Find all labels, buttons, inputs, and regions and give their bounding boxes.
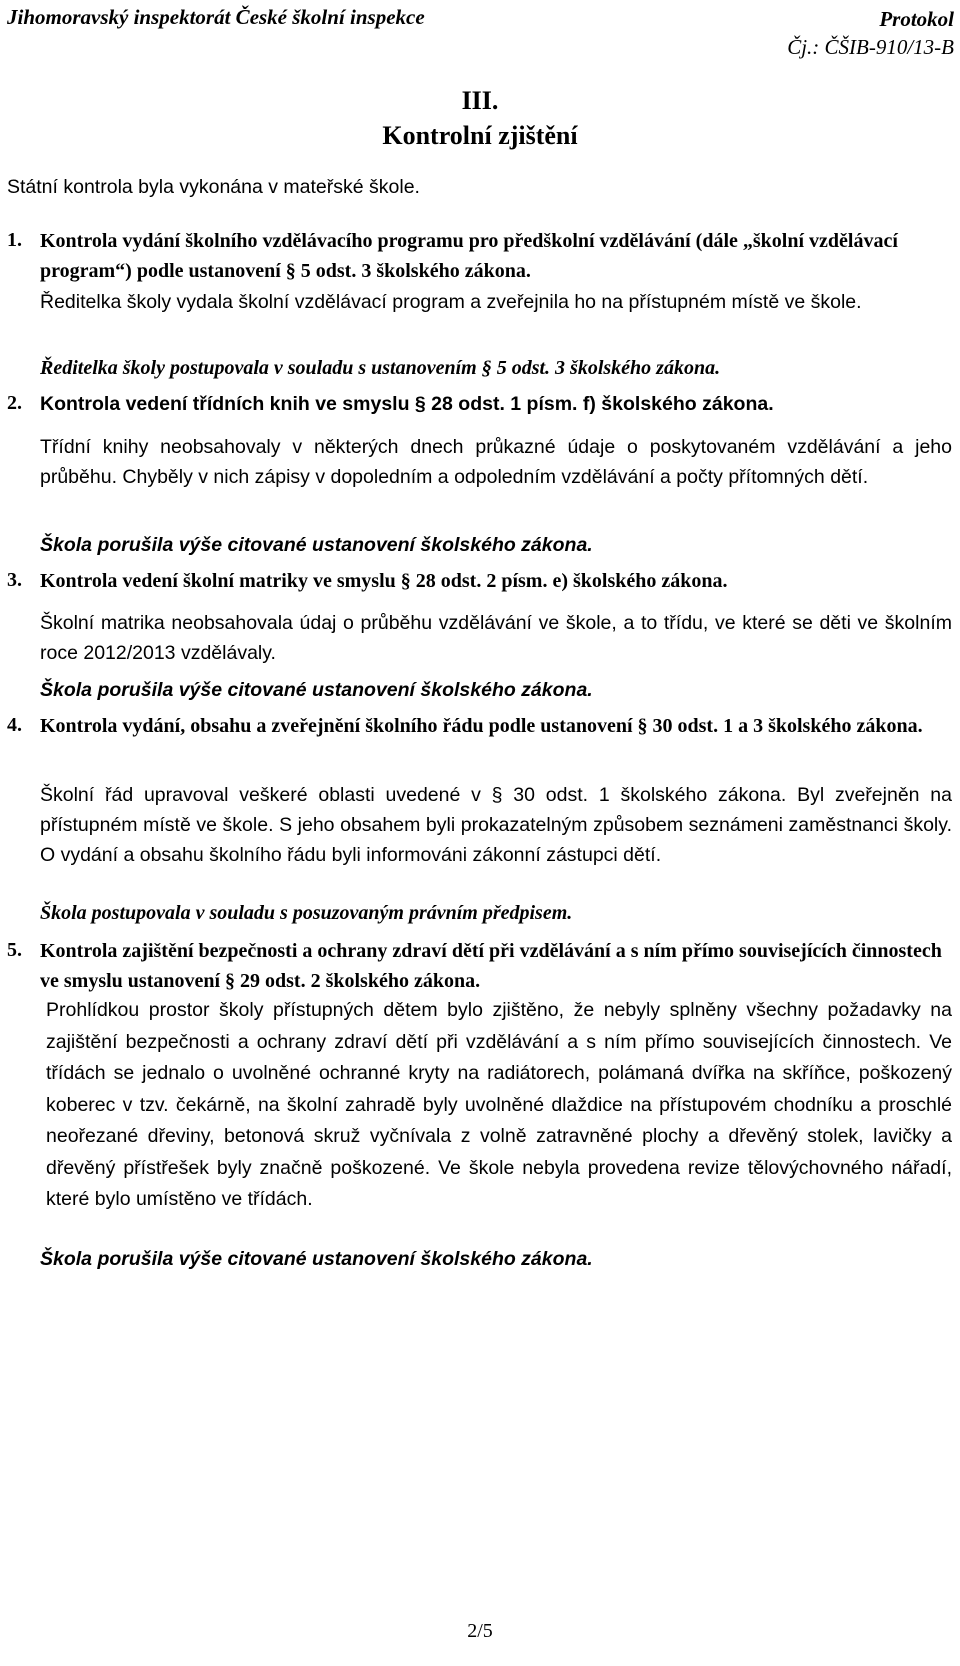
section-heading: Kontrola zajištění bezpečnosti a ochrany zdraví dětí při vzdělávání a s ním přímo souvisejících činnostech ve smyslu ustanovení § 29 odst. 2 školského zákona. xyxy=(40,940,942,992)
section-text: Třídní knihy neobsahovaly v některých dnech průkazné údaje o poskytovaném vzdělávání a jeho průběhu. Chyběly v nich zápisy v dopoledním a odpoledním vzdělávání a počty přítomných dětí. xyxy=(40,436,952,488)
section-conclusion: Ředitelka školy postupovala v souladu s ustanovením § 5 odst. 3 školského zákona. xyxy=(40,357,721,379)
section-number: 4. xyxy=(7,714,22,736)
intro-text: Státní kontrola byla vykonána v mateřské škole. xyxy=(7,176,420,198)
header-reference-number: Čj.: ČŠIB-910/13-B xyxy=(787,35,954,59)
section-heading: Kontrola vydání, obsahu a zveřejnění školního řádu podle ustanovení § 30 odst. 1 a 3 školského zákona. xyxy=(40,715,923,737)
section-text: Školní řád upravoval veškeré oblasti uvedené v § 30 odst. 1 školského zákona. Byl zveřejněn na přístupném místě ve škole. S jeho obsahem byli prokazatelným způsobem seznámeni zaměstnanci školy. O vydání a obsahu školního řádu byli informováni zákonní zástupci dětí. xyxy=(40,784,952,866)
header-protocol-label: Protokol xyxy=(879,7,954,31)
section-heading: Kontrola vedení školní matriky ve smyslu § 28 odst. 2 písm. e) školského zákona. xyxy=(40,570,728,592)
section-heading: Kontrola vedení třídních knih ve smyslu § 28 odst. 1 písm. f) školského zákona. xyxy=(40,393,774,415)
page-number: 2/5 xyxy=(467,1620,493,1642)
section-number: 2. xyxy=(7,392,22,414)
section-conclusion: Škola porušila výše citované ustanovení školského zákona. xyxy=(40,679,593,701)
section-text: Školní matrika neobsahovala údaj o průběhu vzdělávání ve škole, a to třídu, ve které se děti ve školním roce 2012/2013 vzdělávaly. xyxy=(40,612,952,664)
section-roman-numeral: III. xyxy=(461,86,499,115)
section-text: Ředitelka školy vydala školní vzdělávací program a zveřejnila ho na přístupném místě ve škole. xyxy=(40,291,862,313)
section-text: Prohlídkou prostor školy přístupných dětem bylo zjištěno, že nebyly splněny všechny požadavky na zajištění bezpečnosti a ochrany zdraví dětí při vzdělávání a s ním přímo souvisejících činnostech. Ve třídách se jednalo o uvolněné ochranné kryty na radiátorech, polámaná dvířka na skříňce, poškozený koberec v tzv. čekárně, na školní zahradě byly uvolněné dlaždice na přístupovém chodníku a proschlé neořezané dřeviny, betonová skruž vyčnívala z volně zatravněné plochy a dřevěný stolek, lavičky a dřevěný přístřešek byly značně poškozené. Ve škole nebyla provedena revize tělovýchovného nářadí, které bylo umístěno ve třídách. xyxy=(46,999,952,1210)
section-number: 5. xyxy=(7,939,22,961)
section-number: 3. xyxy=(7,569,22,591)
header-institution: Jihomoravský inspektorát České školní inspekce xyxy=(7,5,425,29)
header-protocol xyxy=(787,5,954,61)
section-heading: Kontrola vydání školního vzdělávacího programu pro předškolní vzdělávání (dále „školní vzdělávací program“) podle ustanovení § 5 odst. 3 školského zákona. xyxy=(40,230,898,282)
section-title: Kontrolní zjištění xyxy=(382,121,578,150)
section-conclusion: Škola porušila výše citované ustanovení školského zákona. xyxy=(40,1248,593,1270)
section-conclusion: Škola postupovala v souladu s posuzovaným právním předpisem. xyxy=(40,902,573,924)
section-conclusion: Škola porušila výše citované ustanovení školského zákona. xyxy=(40,534,593,556)
section-number: 1. xyxy=(7,229,22,251)
